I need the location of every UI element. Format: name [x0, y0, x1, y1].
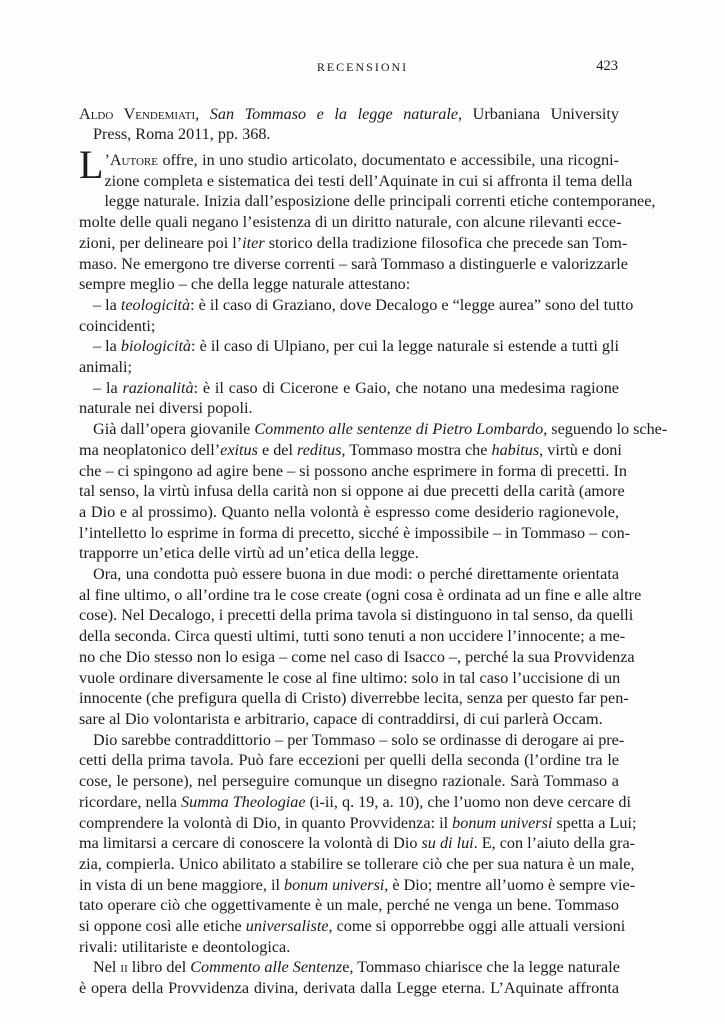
page-number: 423 [596, 58, 618, 74]
publisher-info: Press, Roma 2011, pp. 368. [93, 125, 271, 143]
paragraph-3: Ora, una condotta può essere buona in due modi: o perché direttamente orientata al fine ultimo, o all’ordine tra le cose create (ogni cosa è ordinata ad un fine e alle altre cose). Nel Decalogo, i precetti della prima tavola si distinguono in tal senso, da quelli della seconda. Circa questi ultimi, tutti sono tenuti a non uccidere l’innocente; a me- no che Dio stesso non lo esiga – come nel caso di Isacco –, perché la sua Provvidenza vuole ordinare diversamente le cose al fine ultimo: solo in tal caso l’uccisione di un innocente (che prefigura quella di Cristo) diverrebbe lecita, senza per questo far pen- sare al Dio volontarista e arbitrario, capace di contraddirsi, di cui parlerà Occam. [79, 565, 642, 728]
list-item-biologicita: – la biologicità: è il caso di Ulpiano, per cui la legge naturale si estende a tutti gli animali; [79, 337, 620, 377]
paragraph-4: Dio sarebbe contraddittorio – per Tommaso – solo se ordinasse di derogare ai pre- cetti della prima tavola. Può fare eccezioni per quelli della seconda (l’ordine tra le cose, le persone), nel perseguire comunque un disegno razionale. Sarà Tommaso a ricordare, nella Summa Theologiae (i-ii, q. 19, a. 10), che l’uomo non deve cercare di comprendere la volontà di Dio, in quanto Provvidenza: il bonum universi spetta a Lui; ma limitarsi a cercare di conoscere la volontà di Dio su di lui. E, con l’aiuto della gra- zia, compierla. Unico abilitato a stabilire se tollerare ciò che per sua natura è un male, in vista di un bene maggiore, il bonum universi, è Dio; mentre all’uomo è sempre vie- tato operare ciò che oggettivamente è un male, perché ne venga un bene. Tommaso si oppone così alle etiche universaliste, come si opporrebbe oggi alle attuali versioni rivali: utilitariste e deontologica. [79, 730, 637, 956]
author-name: Aldo Vendemiati [79, 105, 196, 123]
paragraph-2: Già dall’opera giovanile Commento alle sentenze di Pietro Lombardo, seguendo lo sche- ma neoplatonico dell’exitus e del reditus, Tommaso mostra che habitus, virtù e doni che – ci spingono ad agire bene – si possono anche esprimere in forma di precetti. In tal senso, la virtù infusa della carità non si oppone ai due precetti della carità (amore a Dio e al prossimo). Quanto nella volontà è espresso come desiderio ragionevole, l’intelletto lo esprime in forma di precetto, sicché è impossibile – in Tommaso – con- trapporre un’etica delle virtù ad un’etica della legge. [79, 420, 668, 563]
list-item-razionalita: – la razionalità: è il caso di Cicerone e Gaio, che notano una medesima ragione naturale nei diversi popoli. [79, 378, 619, 418]
paragraph-1: L ’Autore offre, in uno studio articolato, documentato e accessibile, una ricogni- zione completa e sistematica dei testi dell’Aquinate in cui si affronta il tema della legge naturale. Inizia dall’esposizione delle principali correnti etiche contemporanee, molte delle quali negano l’esistenza di un diritto naturale, con alcune rilevanti ecce- zioni, per delineare poi l’iter storico della tradizione filosofica che precede san Tom- maso. Ne emergono tre diverse correnti – sarà Tommaso a distinguerle e valorizzarle sempre meglio – che della legge naturale attestano: [79, 142, 656, 294]
review-citation: Aldo Vendemiati, San Tommaso e la legge naturale, Urbaniana University Press, Roma 2011, pp. 368. [79, 105, 619, 143]
review-body [79, 142, 668, 999]
drop-cap: L [79, 142, 104, 187]
running-header: RECENSIONI [316, 60, 409, 74]
book-title: San Tommaso e la legge naturale [209, 105, 459, 123]
paragraph-5: Nel ii libro del Commento alle Sentenze, Tommaso chiarisce che la legge naturale è opera della Provvidenza divina, derivata dalla Legge eterna. L’Aquinate affronta [79, 958, 620, 998]
list-item-teologicita: – la teologicità: è il caso di Graziano, dove Decalogo e “legge aurea” sono del tutto coincidenti; [79, 295, 634, 335]
